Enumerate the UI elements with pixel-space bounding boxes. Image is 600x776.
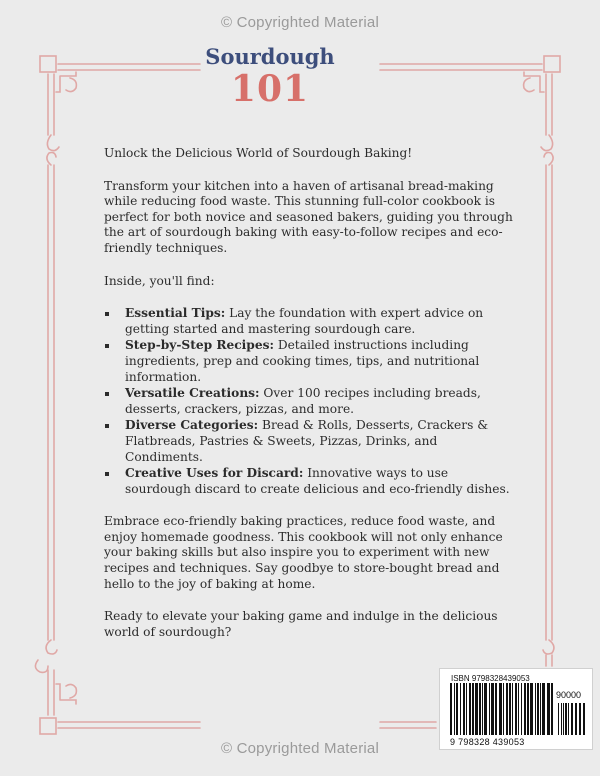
back-cover-description: [104, 146, 514, 657]
tagline: Unlock the Delicious World of Sourdough Baking!: [104, 146, 413, 160]
isbn-label: ISBN 9798328439053: [451, 674, 530, 683]
feature-label: Creative Uses for Discard:: [125, 466, 304, 481]
copyright-watermark-top: © Copyrighted Material: [220, 14, 380, 31]
closing-paragraph: Ready to elevate your baking game and indulge in the delicious world of sourdough?: [104, 609, 498, 639]
list-item: [104, 338, 514, 385]
feature-label: Versatile Creations:: [125, 386, 260, 401]
list-item: [104, 306, 514, 337]
title-number: 101: [230, 68, 310, 110]
feature-text: Lay the foundation with expert advice on getting started and mastering sourdough care.: [125, 306, 484, 336]
feature-text: Innovative ways to use sourdough discard to create delicious and eco-friendly dishes.: [125, 466, 510, 496]
feature-text: Detailed instructions including ingredients, prep and cooking times, tips, and nutritional information.: [125, 338, 480, 384]
list-item: [104, 386, 514, 417]
inside-heading: Inside, you'll find:: [104, 273, 215, 288]
feature-text: Bread & Rolls, Desserts, Crackers & Flatbreads, Pastries & Sweets, Pizzas, Drinks, and Condiments.: [125, 418, 489, 464]
feature-text: Over 100 recipes including breads, desserts, crackers, pizzas, and more.: [125, 386, 481, 416]
feature-list: [104, 306, 514, 497]
feature-label: Diverse Categories:: [125, 418, 259, 433]
title-word: Sourdough: [205, 44, 335, 69]
list-item: [104, 466, 514, 497]
embrace-paragraph: Embrace eco-friendly baking practices, reduce food waste, and enjoy homemade goodness. This cookbook will not only enhance your baking skills but also inspire you to experiment with new recipes and techniques. Say goodbye to store-bought bread and hello to the joy of baking at home.: [104, 514, 503, 591]
isbn-barcode: [439, 668, 593, 750]
feature-label: Step-by-Step Recipes:: [125, 338, 274, 353]
list-item: [104, 418, 514, 465]
copyright-watermark-bottom: © Copyrighted Material: [220, 740, 380, 757]
isbn-digits: 9 798328 439053: [450, 737, 525, 747]
price-code: 90000: [556, 690, 582, 700]
feature-label: Essential Tips:: [125, 306, 226, 321]
intro-paragraph: Transform your kitchen into a haven of artisanal bread-making while reducing food waste. This stunning full-color cookbook is perfect for both novice and seasoned bakers, guiding you through the art of sourdough baking with easy-to-follow recipes and eco-friendly techniques.: [104, 178, 513, 255]
book-title: [0, 44, 540, 108]
